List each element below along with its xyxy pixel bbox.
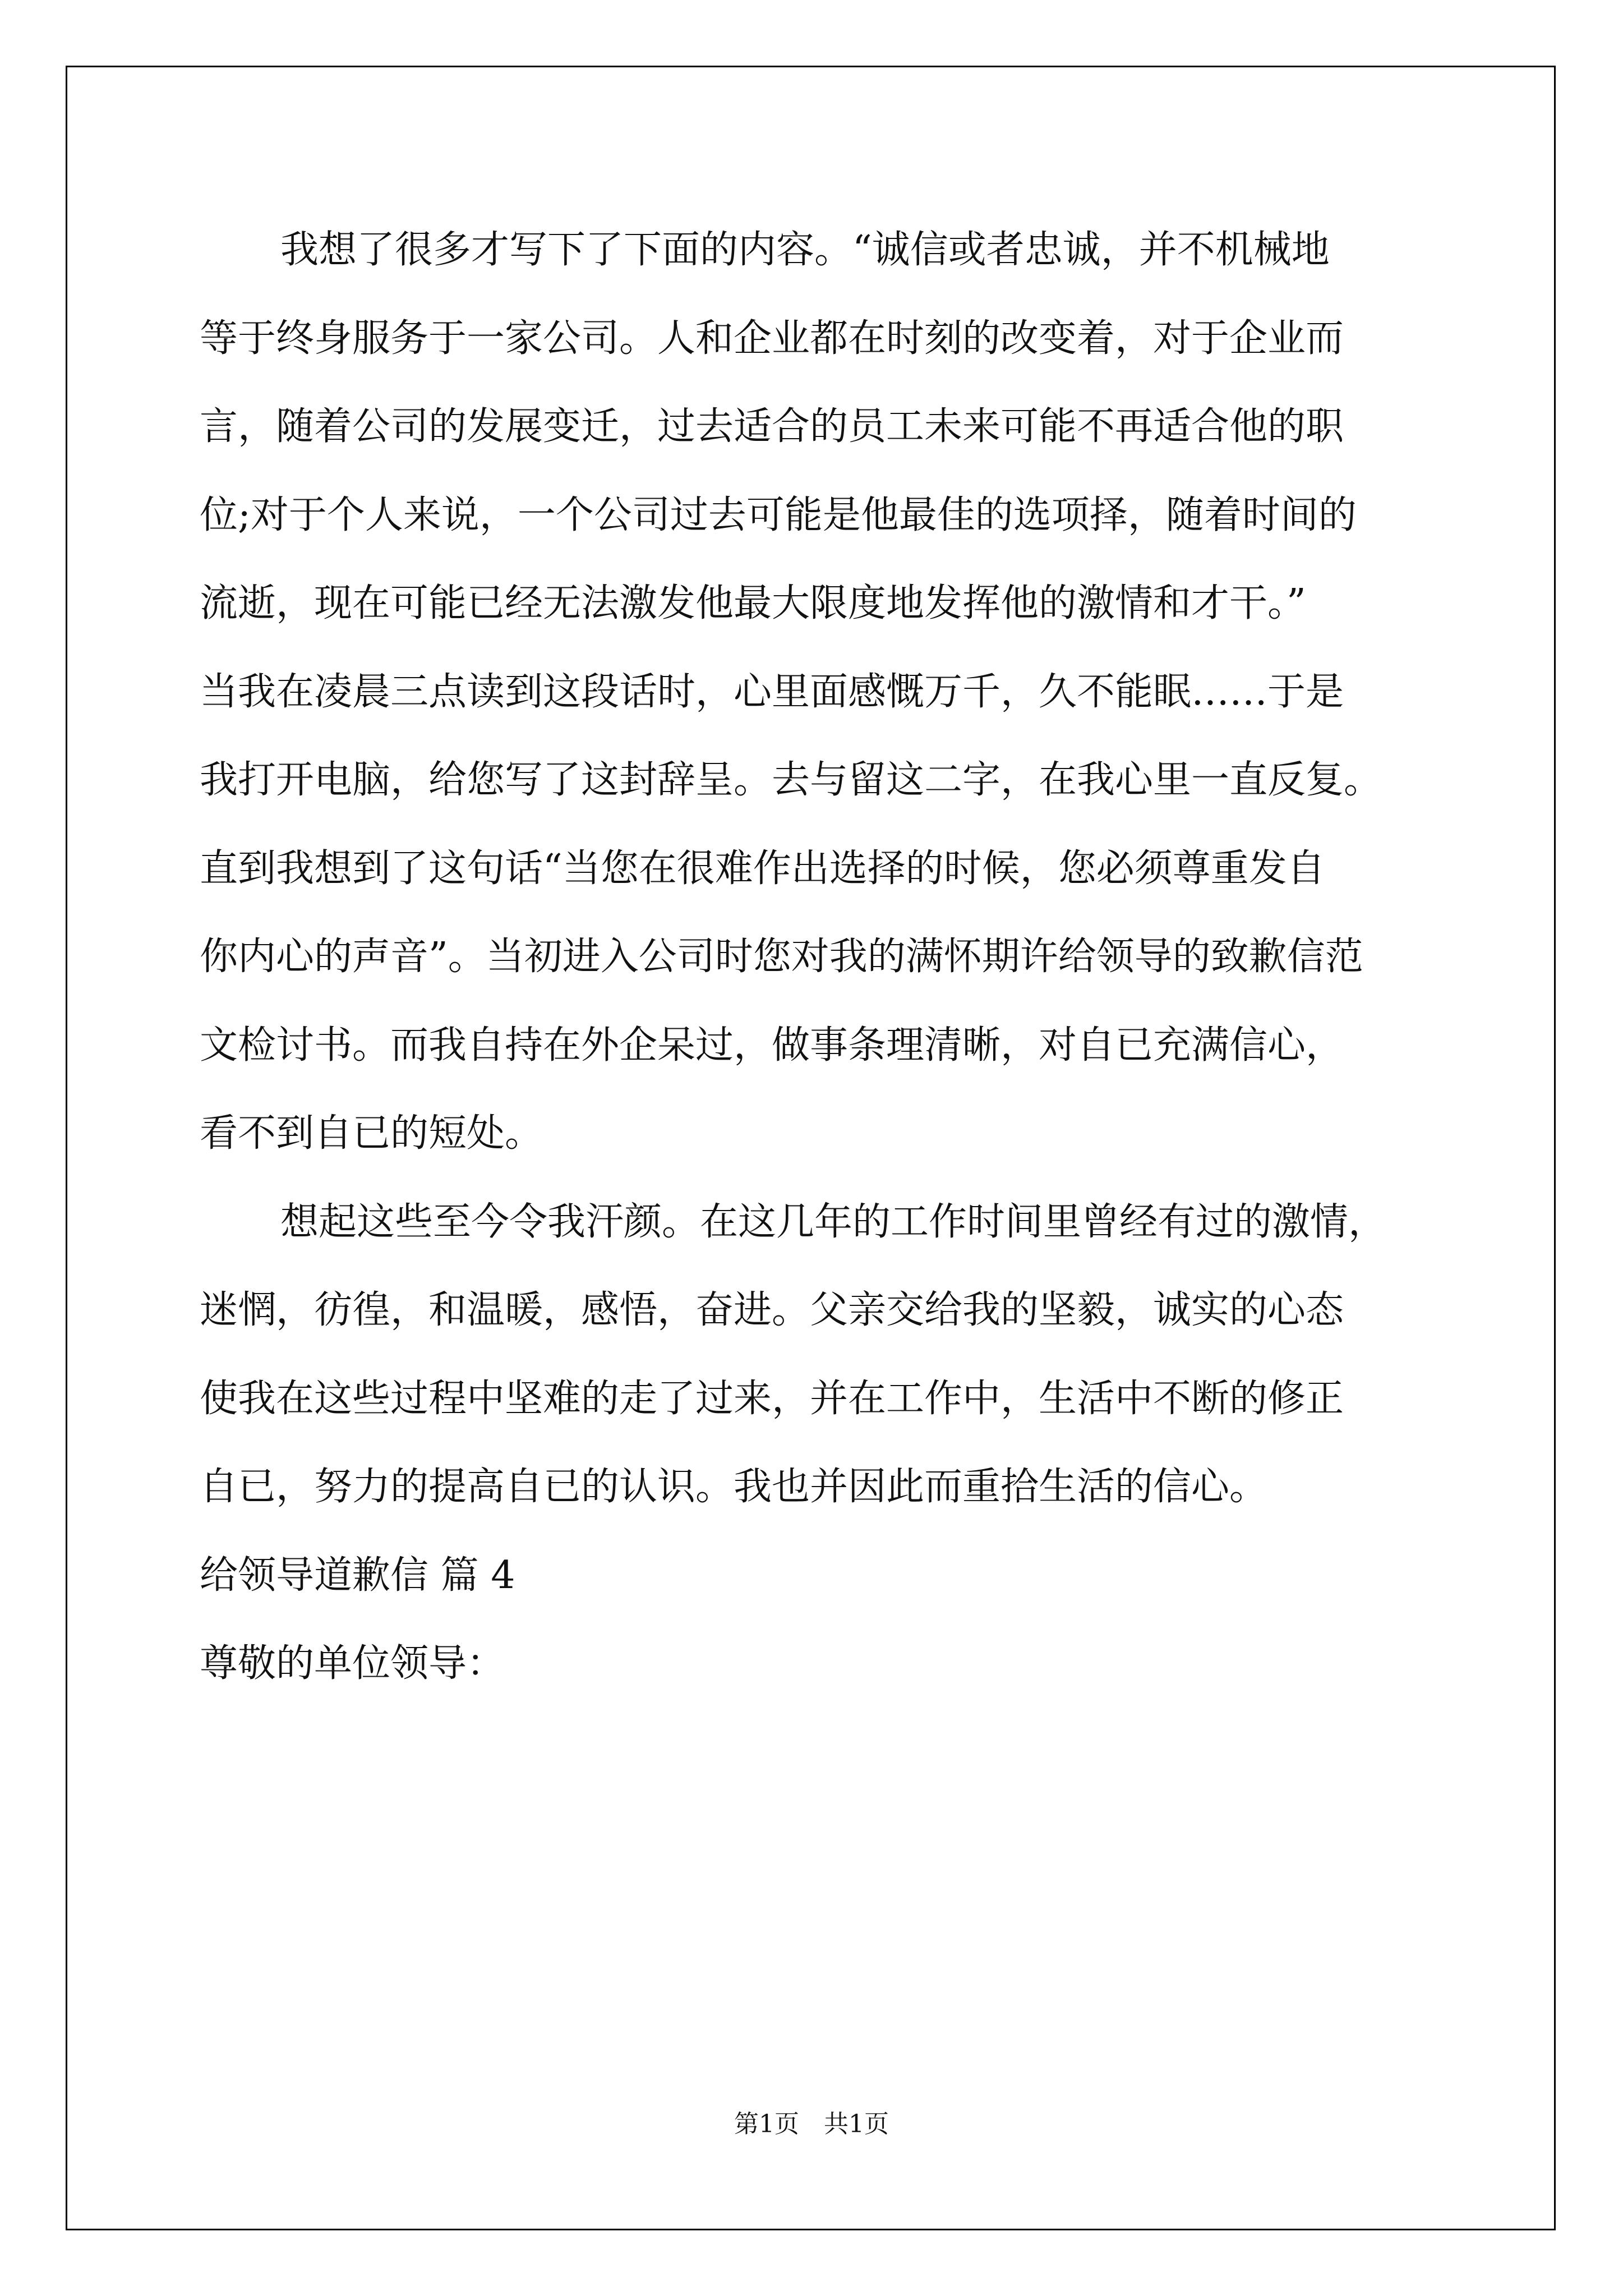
paragraph-line: 流逝，现在可能已经无法激发他最大限度地发挥他的激情和才干。” — [200, 581, 1306, 625]
paragraph-line: 当我在凌晨三点读到这段话时，心里面感慨万千，久不能眠……于是 — [200, 670, 1344, 714]
paragraph-line: 我打开电脑，给您写了这封辞呈。去与留这二字，在我心里一直反复。 — [200, 758, 1382, 802]
paragraph-line: 言，随着公司的发展变迁，过去适合的员工未来可能不再适合他的职 — [200, 404, 1344, 449]
paragraph-line: 看不到自已的短处。 — [200, 1111, 543, 1156]
paragraph-line: 文检讨书。而我自持在外企呆过，做事条理清晰，对自已充满信心， — [200, 1023, 1344, 1068]
paragraph-line: 我想了很多才写下了下面的内容。“诚信或者忠诚，并不机械地 — [280, 228, 1330, 272]
paragraph-line: 直到我想到了这句话“当您在很难作出选择的时候，您必须尊重发自 — [200, 846, 1325, 891]
page-footer: 第1页 共1页 — [734, 2110, 889, 2138]
paragraph-line: 使我在这些过程中坚难的走了过来，并在工作中，生活中不断的修正 — [200, 1377, 1344, 1421]
salutation: 尊敬的单位领导： — [200, 1641, 505, 1686]
paragraph-line: 等于终身服务于一家公司。人和企业都在时刻的改变着，对于企业而 — [200, 316, 1344, 361]
paragraph-line: 你内心的声音”。当初进入公司时您对我的满怀期许给领导的致歉信范 — [200, 935, 1363, 979]
paragraph-line: 想起这些至今令我汗颜。在这几年的工作时间里曾经有过的激情， — [280, 1200, 1387, 1244]
paragraph-line: 自已，努力的提高自已的认识。我也并因此而重拾生活的信心。 — [200, 1465, 1268, 1509]
paragraph-line: 迷惘，彷徨，和温暖，感悟，奋进。父亲交给我的坚毅，诚实的心态 — [200, 1288, 1344, 1332]
paragraph-line: 位;对于个人来说，一个公司过去可能是他最佳的选项择，随着时间的 — [200, 493, 1357, 537]
section-heading: 给领导道歉信 篇 4 — [200, 1553, 515, 1598]
